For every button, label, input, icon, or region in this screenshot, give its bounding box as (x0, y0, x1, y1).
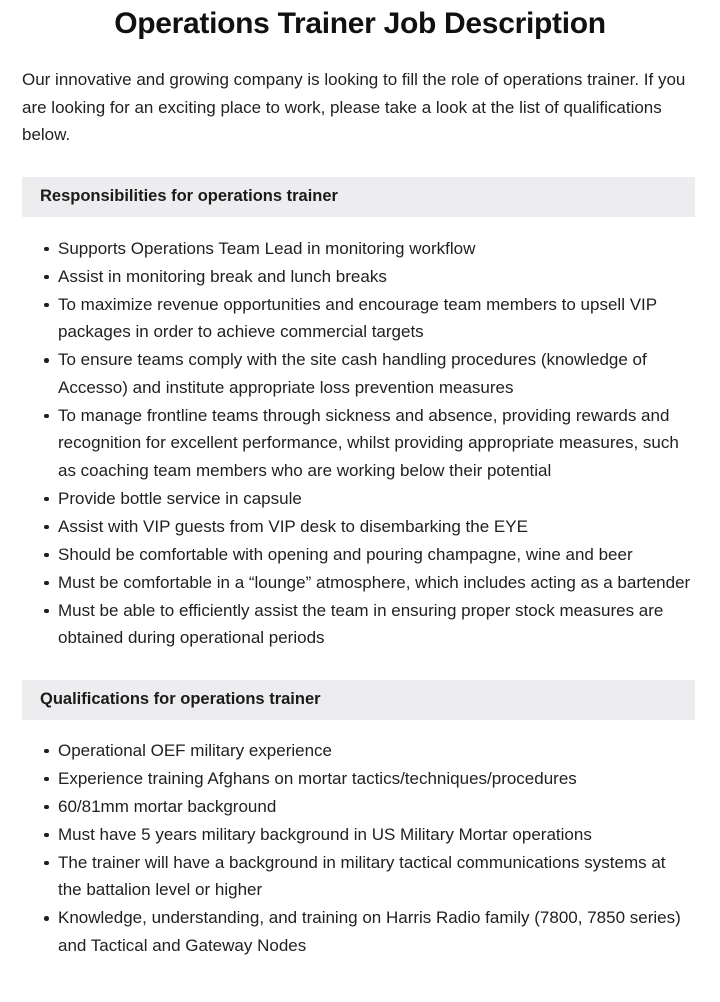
list-item: Assist in monitoring break and lunch breaks (44, 263, 698, 291)
list-item: To manage frontline teams through sickness and absence, providing rewards and recognition for excellent performance, whilst providing appropriate measures, such as coaching team members who are working below their potential (44, 402, 698, 485)
list-item: Experience training Afghans on mortar tactics/techniques/procedures (44, 765, 690, 793)
list-item: Supports Operations Team Lead in monitoring workflow (44, 235, 698, 263)
list-item: Provide bottle service in capsule (44, 485, 698, 513)
list-item: The trainer will have a background in military tactical communications systems at the battalion level or higher (44, 849, 690, 904)
section-heading-qualifications: Qualifications for operations trainer (40, 690, 321, 709)
list-item: Should be comfortable with opening and pouring champagne, wine and beer (44, 541, 698, 569)
page-title: Operations Trainer Job Description (114, 7, 606, 40)
list-item: Assist with VIP guests from VIP desk to disembarking the EYE (44, 513, 698, 541)
section-qualifications (0, 680, 720, 960)
list-item: Must be comfortable in a “lounge” atmosphere, which includes acting as a bartender (44, 569, 698, 597)
qualifications-list (0, 720, 720, 960)
list-item: Operational OEF military experience (44, 737, 690, 765)
section-responsibilities (0, 177, 720, 652)
section-heading-responsibilities: Responsibilities for operations trainer (40, 187, 338, 206)
list-item: Must be able to efficiently assist the team in ensuring proper stock measures are obtained during operational periods (44, 597, 698, 652)
list-item: Must have 5 years military background in US Military Mortar operations (44, 821, 690, 849)
responsibilities-list (0, 217, 720, 652)
list-item: Knowledge, understanding, and training on Harris Radio family (7800, 7850 series) and Tactical and Gateway Nodes (44, 904, 690, 959)
list-item: To maximize revenue opportunities and encourage team members to upsell VIP packages in order to achieve commercial targets (44, 291, 698, 346)
intro-paragraph: Our innovative and growing company is looking to fill the role of operations trainer. If you are looking for an exciting place to work, please take a look at the list of qualifications below. (22, 70, 686, 144)
list-item: To ensure teams comply with the site cash handling procedures (knowledge of Accesso) and institute appropriate loss prevention measures (44, 346, 698, 401)
list-item: 60/81mm mortar background (44, 793, 690, 821)
section-header-bar-qualifications (22, 680, 695, 720)
section-header-bar-responsibilities (22, 177, 695, 217)
